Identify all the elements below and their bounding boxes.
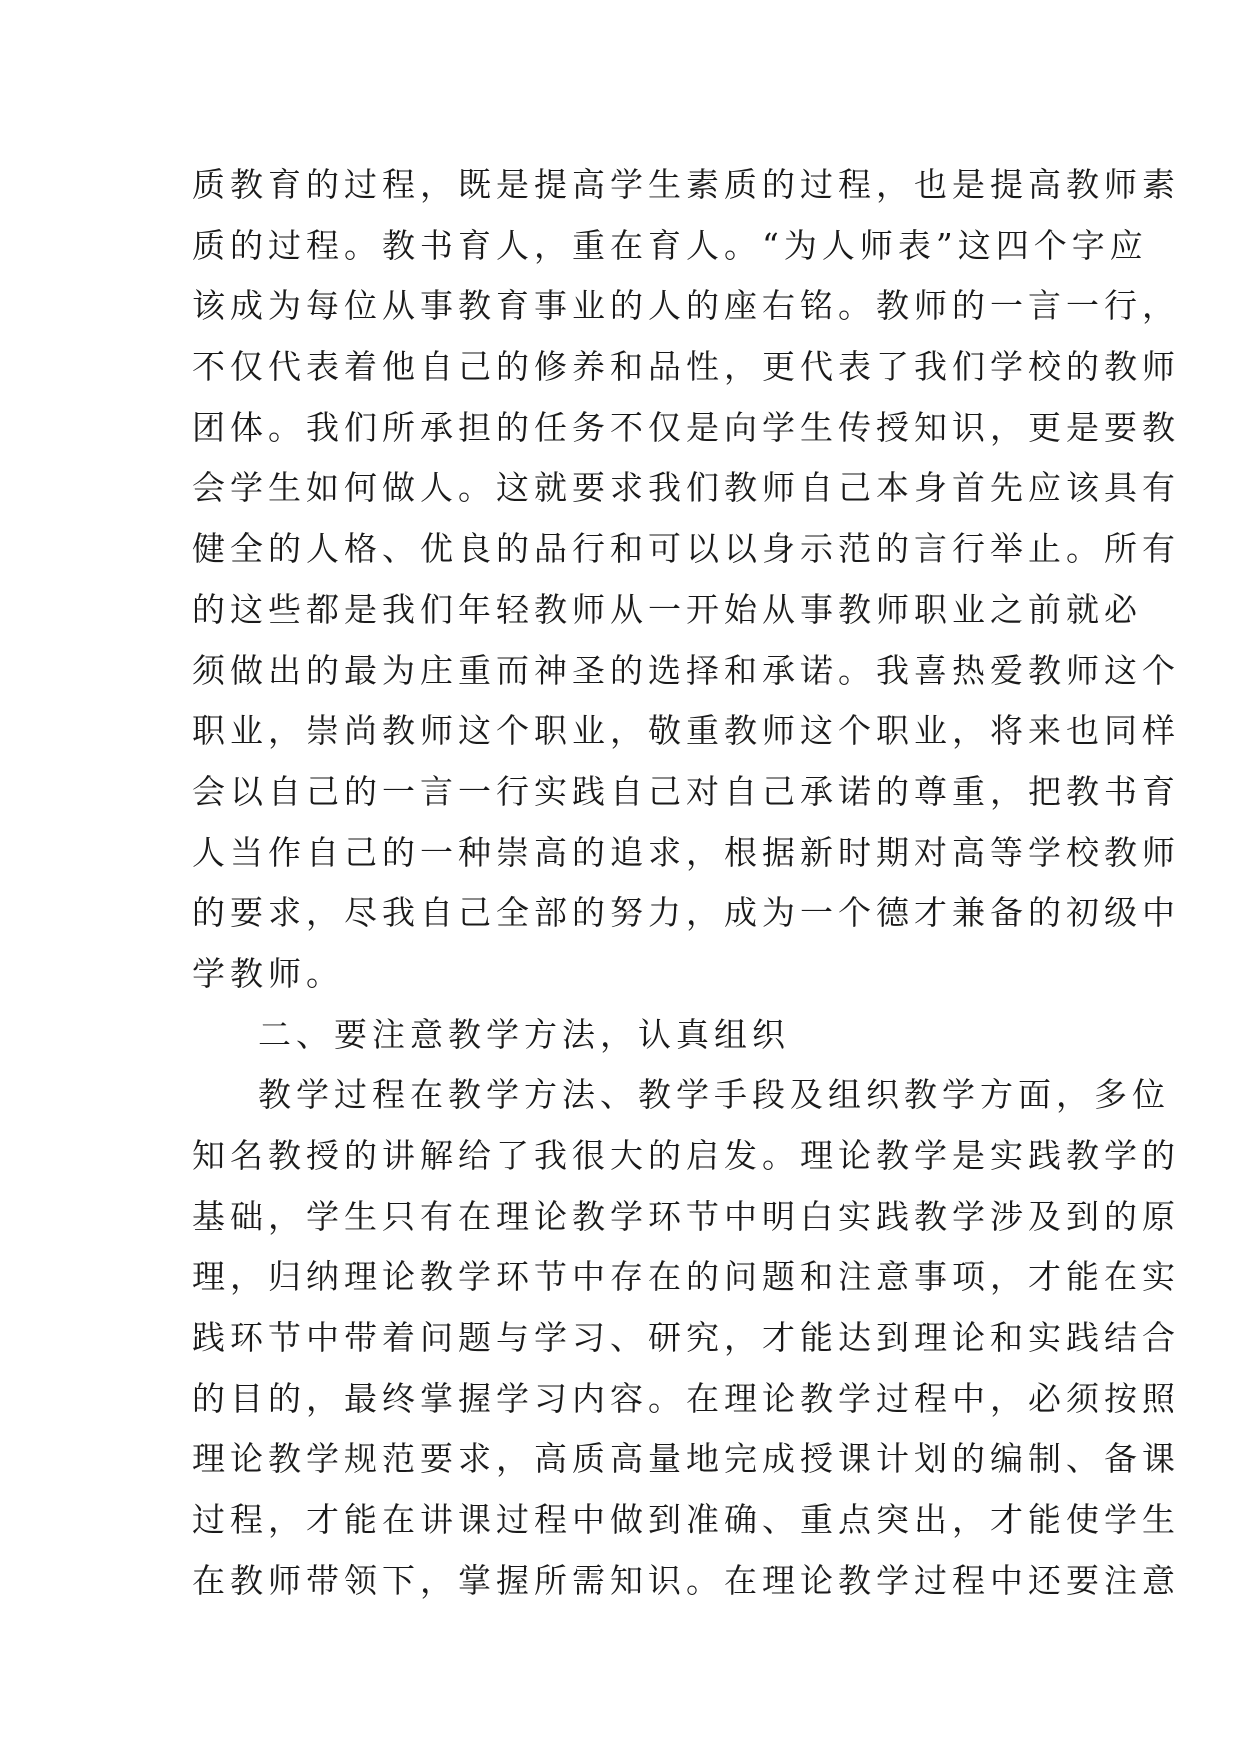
- section-heading: 二、要注意教学方法，认真组织: [258, 1014, 790, 1054]
- text-line: 教学过程在教学方法、教学手段及组织教学方面，多位: [258, 1075, 1170, 1115]
- text-line: 基础，学生只有在理论教学环节中明白实践教学涉及到的原: [192, 1196, 1180, 1236]
- text-line: 不仅代表着他自己的修养和品性，更代表了我们学校的教师: [192, 347, 1180, 387]
- text-line: 质的过程。教书育人，重在育人。“为人师表”这四个字应: [192, 225, 1148, 265]
- body-text: [192, 155, 1180, 1612]
- text-line: 过程，才能在讲课过程中做到准确、重点突出，才能使学生: [192, 1500, 1180, 1540]
- text-line: 人当作自己的一种崇高的追求，根据新时期对高等学校教师: [192, 832, 1180, 872]
- text-line: 学教师。: [192, 953, 344, 993]
- text-line: 的要求，尽我自己全部的努力，成为一个德才兼备的初级中: [192, 893, 1180, 933]
- text-line: 该成为每位从事教育事业的人的座右铭。教师的一言一行，: [192, 286, 1180, 326]
- text-line: 职业，崇尚教师这个职业，敬重教师这个职业，将来也同样: [192, 711, 1180, 751]
- text-line: 会以自己的一言一行实践自己对自己承诺的尊重，把教书育: [192, 771, 1180, 811]
- text-line: 会学生如何做人。这就要求我们教师自己本身首先应该具有: [192, 468, 1180, 508]
- text-line: 团体。我们所承担的任务不仅是向学生传授知识，更是要教: [192, 407, 1180, 447]
- text-line: 理论教学规范要求，高质高量地完成授课计划的编制、备课: [192, 1439, 1180, 1479]
- text-line: 践环节中带着问题与学习、研究，才能达到理论和实践结合: [192, 1318, 1180, 1358]
- text-line: 在教师带领下，掌握所需知识。在理论教学过程中还要注意: [192, 1560, 1180, 1600]
- text-line: 健全的人格、优良的品行和可以以身示范的言行举止。所有: [192, 529, 1180, 569]
- text-line: 理，归纳理论教学环节中存在的问题和注意事项，才能在实: [192, 1257, 1180, 1297]
- text-line: 须做出的最为庄重而神圣的选择和承诺。我喜热爱教师这个: [192, 650, 1180, 690]
- text-line: 知名教授的讲解给了我很大的启发。理论教学是实践教学的: [192, 1136, 1180, 1175]
- text-line: 的这些都是我们年轻教师从一开始从事教师职业之前就必: [192, 589, 1142, 629]
- text-line: 的目的，最终掌握学习内容。在理论教学过程中，必须按照: [192, 1378, 1180, 1418]
- text-line: 质教育的过程，既是提高学生素质的过程，也是提高教师素: [192, 165, 1180, 204]
